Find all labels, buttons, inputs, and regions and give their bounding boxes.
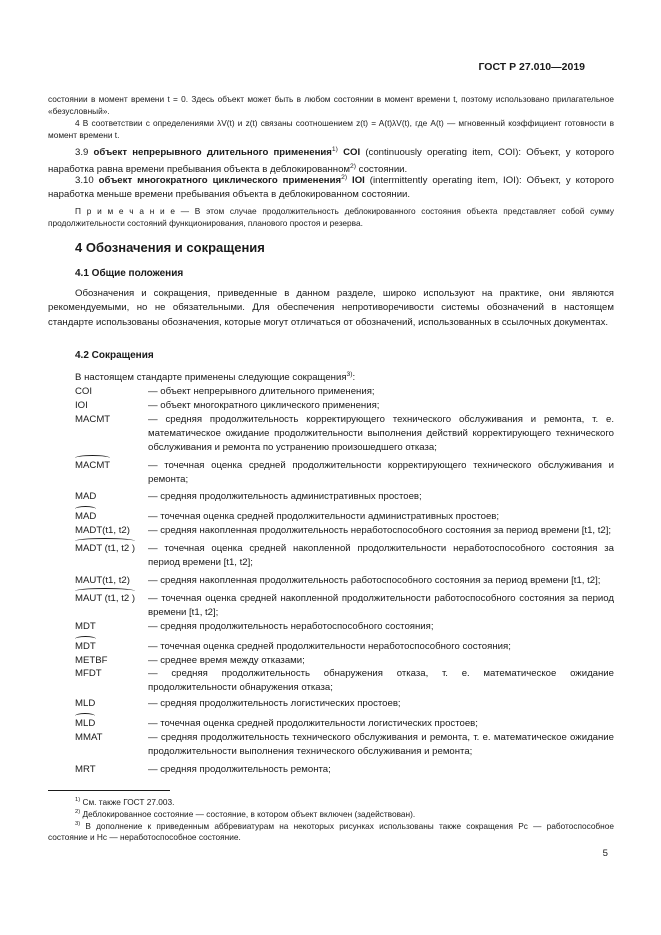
list-item — [48, 667, 614, 695]
abbr-term: MADT(t1, t2) — [75, 525, 130, 537]
footnote-text: В дополнение к приведенным аббревиатурам на некоторых рисунках использованы также сокращения Рс — работоспособное состояние и Нс — неработоспособное состояние. — [48, 820, 614, 843]
abbr-term-estimate: MAUT (t1, t2 ) — [75, 592, 136, 604]
term-3-10-number: 3.10 — [75, 175, 94, 187]
abbr-term-estimate: MACMT — [75, 459, 111, 471]
abbr-definition: — средняя продолжительность технического обслуживания и ремонта, т. е. математическое ожидание продолжительности выполнения технического обслуживания и ремонта; — [148, 732, 614, 757]
list-item — [48, 717, 614, 731]
abbr-term: METBF — [75, 654, 108, 666]
term-3-10 — [48, 171, 614, 203]
abbr-term: MDT — [75, 620, 96, 632]
section-4-title: 4 Обозначения и сокращения — [75, 240, 265, 255]
list-item — [48, 731, 614, 759]
list-item — [48, 524, 614, 538]
footnote-ref-1: 1) — [331, 146, 338, 153]
footnote-ref-3: 3) — [346, 371, 353, 378]
list-item — [48, 385, 614, 399]
abbreviations-intro — [48, 368, 614, 385]
term-3-10-name: объект многократного циклического применения — [98, 175, 342, 187]
note-text: — В этом случае продолжительность деблокированного состояния объекта представляет собой сумму продолжительности состояний функционирования, планового простоя и резерва. — [48, 206, 614, 229]
note-3-continuation: состоянии в момент времени t = 0. Здесь объект может быть в любом состоянии в момент времени t, поэтому использовано прилагательное «безусловный». — [48, 94, 614, 117]
abbr-definition: — объект многократного циклического применения; — [148, 400, 380, 411]
footnote-mark: 1) — [75, 797, 81, 803]
term-3-9-abbr: COI — [343, 147, 361, 159]
note-4: 4 В соответствии с определениями λV(t) и z(t) связаны соотношением z(t) = A(t)λV(t), где A(t) — мгновенный коэффициент готовности в момент времени t. — [48, 118, 614, 141]
abbr-term: MFDT — [75, 668, 102, 680]
abbr-term: COI — [75, 386, 93, 398]
list-item — [48, 697, 614, 711]
abbr-term-estimate: MLD — [75, 718, 96, 730]
list-item — [48, 620, 614, 634]
list-item — [48, 459, 614, 487]
abbr-term: MMAT — [75, 732, 103, 744]
list-item — [48, 592, 614, 620]
abbr-term: MAD — [75, 491, 97, 503]
abbr-term: MLD — [75, 698, 96, 710]
page-number: 5 — [602, 848, 608, 859]
abbr-definition: — средняя продолжительность неработоспособного состояния; — [148, 620, 434, 632]
term-3-9-english: (continuously operating item, COI): — [365, 147, 522, 159]
list-item — [48, 542, 614, 570]
term-3-10-definition: Объект, у которого наработка меньше времени пребывания объекта в деблокированном состоянии. — [48, 175, 615, 201]
list-item — [48, 640, 614, 654]
abbr-term: MAUT(t1, t2) — [75, 574, 130, 586]
list-item — [48, 490, 614, 504]
footnote-text: Деблокированное состояние — состояние, в котором объект включен (задействован). — [82, 808, 416, 819]
footnote-ref-2b: 2) — [341, 174, 348, 181]
abbr-term: MACMT — [75, 413, 111, 425]
abbr-definition: — средняя накопленная продолжительность неработоспособного состояния за период времени [t1, t2]; — [148, 525, 612, 537]
note-label: П р и м е ч а н и е — [75, 206, 176, 216]
section-4-2-title: 4.2 Сокращения — [75, 350, 154, 361]
abbreviations-intro-colon: : — [352, 372, 356, 384]
abbr-definition: — точечная оценка средней накопленной продолжительности неработоспособного состояния за период времени [t1, t2]; — [148, 543, 614, 569]
abbreviations-list — [48, 368, 614, 777]
abbr-definition: — точечная оценка средней накопленной продолжительности работоспособного состояния за период времени [t1, t2]; — [148, 592, 614, 618]
footnote-text: См. также ГОСТ 27.003. — [82, 796, 175, 807]
footnote-3 — [48, 819, 614, 844]
abbr-definition: — средняя продолжительность административных простоев; — [148, 491, 422, 503]
page-header-standard: ГОСТ Р 27.010—2019 — [478, 61, 585, 73]
list-item — [48, 510, 614, 524]
abbr-definition: — объект непрерывного длительного применения; — [148, 386, 375, 398]
abbr-term: MRT — [75, 763, 96, 775]
abbr-definition: — средняя продолжительность обнаружения отказа, т. е. математическое ожидание продолжительности обнаружения отказа; — [148, 668, 614, 694]
abbr-definition: — точечная оценка средней продолжительности административных простоев; — [148, 511, 500, 523]
abbr-definition: — средняя накопленная продолжительность работоспособного состояния за период времени [t1, t2]; — [148, 574, 601, 586]
abbr-definition: — среднее время между отказами; — [148, 654, 305, 666]
list-item — [48, 413, 614, 455]
list-item — [48, 763, 614, 777]
terms-note — [48, 205, 614, 229]
term-3-9-definition: Объект, у которого наработка равна времени пребывания объекта в деблокированном — [48, 147, 615, 176]
footnote-mark: 2) — [75, 809, 81, 815]
footnote-mark: 3) — [75, 821, 81, 827]
list-item — [48, 574, 614, 588]
abbr-definition: — средняя продолжительность ремонта; — [148, 763, 331, 775]
section-4-1-title: 4.1 Общие положения — [75, 268, 184, 279]
abbr-term-estimate: MDT — [75, 640, 96, 652]
abbr-definition: — точечная оценка средней продолжительности неработоспособного состояния; — [148, 640, 511, 652]
abbr-definition: — точечная оценка средней продолжительности корректирующего технического обслуживания и ремонта; — [148, 459, 614, 485]
footnote-divider — [48, 790, 170, 791]
footnote-ref-2: 2) — [350, 163, 356, 171]
term-3-10-abbr: IOI — [352, 175, 365, 187]
abbr-definition: — точечная оценка средней продолжительности логистических простоев; — [148, 718, 478, 730]
abbr-term-estimate: MAD — [75, 511, 97, 523]
abbr-term-estimate: MADT (t1, t2 ) — [75, 543, 136, 555]
term-3-9-number: 3.9 — [75, 147, 89, 159]
list-item — [48, 399, 614, 413]
list-item — [48, 654, 614, 668]
term-3-9-name: объект непрерывного длительного применения — [93, 147, 332, 159]
abbr-definition: — средняя продолжительность логистических простоев; — [148, 698, 401, 710]
section-4-1-text: Обозначения и сокращения, приведенные в данном разделе, широко используют на практике, они являются рекомендуемыми, но не обязательными. Для обеспечения непротиворечивости системы обозначений в настоящем стандарте использованы обозначения, которые могут отличаться от обозначений, использованных в ссылочных документах. — [48, 288, 614, 328]
abbr-term: IOI — [75, 400, 88, 411]
abbreviations-intro-text: В настоящем стандарте применены следующие сокращения — [75, 372, 347, 384]
term-3-9-definition-end: состоянии. — [358, 164, 408, 176]
term-3-10-english: (intermittently operating item, IOI): — [369, 175, 522, 187]
abbr-definition: — средняя продолжительность корректирующего технического обслуживания и ремонта, т. е. математическое ожидание продолжительности выполнения действий корректирующего технического обслуживания и ремонта по устранению произошедшего отказа; — [148, 413, 614, 453]
